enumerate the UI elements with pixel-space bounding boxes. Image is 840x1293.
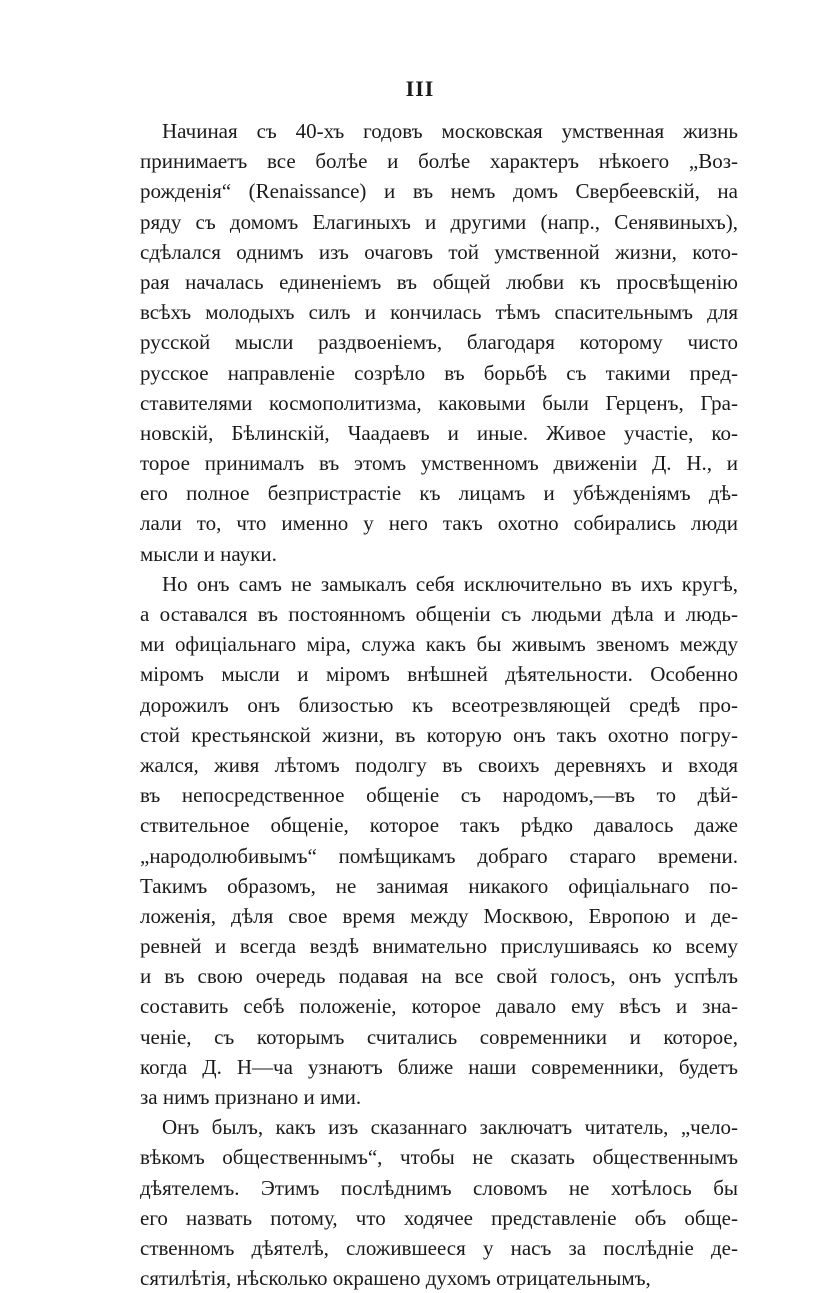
paragraph-2-line: „народолюбивымъ“ помѣщикамъ добраго стараго времени. (140, 843, 738, 868)
paragraph-2-line: ложенія, дѣля свое время между Москвою, Европою и де- (140, 903, 738, 928)
paragraph-2-line: а оставался въ постоянномъ общеніи съ людьми дѣла и людь- (140, 602, 738, 626)
paragraph-1-line: новскій, Бѣлинскій, Чаадаевъ и иные. Живое участіе, ко- (140, 420, 738, 445)
paragraph-2-line: составить себѣ положеніе, которое давало ему вѣсъ и зна- (140, 994, 738, 1019)
paragraph-2-line: стой крестьянской жизни, въ которую онъ такъ охотно погру- (140, 722, 738, 747)
paragraph-2-line: дорожилъ онъ близостью къ всеотрезвляющей средѣ про- (140, 692, 738, 717)
paragraph-1-line: мысли и науки. (140, 541, 277, 566)
paragraph-2-line: Такимъ образомъ, не занимая никакого офиціальнаго по- (140, 873, 738, 898)
paragraph-1-line: ряду съ домомъ Елагиныхъ и другими (напр., Сенявиныхъ), (140, 209, 738, 234)
paragraph-1-line: ставителями космополитизма, каковыми были Герценъ, Гра- (140, 390, 738, 415)
paragraph-2-line: міромъ мысли и міромъ внѣшней дѣятельности. Особенно (140, 662, 738, 687)
paragraph-3-line: сятилѣтія, нѣсколько окрашено духомъ отрицательнымъ, (140, 1266, 651, 1291)
paragraph-2-line: когда Д. Н—ча узнаютъ ближе наши современники, будетъ (140, 1054, 738, 1079)
page-number: III (405, 76, 435, 101)
paragraph-1-line: лали то, что именно у него такъ охотно собирались люди (140, 511, 738, 536)
paragraph-2-line: и въ свою очередь подавая на все свой голосъ, онъ успѣлъ (140, 964, 738, 989)
paragraph-3-line: Онъ былъ, какъ изъ сказаннаго заключатъ читатель, „чело- (162, 1115, 738, 1140)
paragraph-2-line: ченіе, съ которымъ считались современники и которое, (140, 1024, 738, 1049)
paragraph-1-line: принимаетъ все болѣе и болѣе характеръ нѣкоего „Воз- (140, 149, 738, 174)
paragraph-1-line: рая началась единеніемъ въ общей любви къ просвѣщенію (140, 269, 738, 294)
paragraph-2-line: Но онъ самъ не замыкалъ себя исключительно въ ихъ кругѣ, (162, 571, 738, 596)
paragraph-1-line: торое принималъ въ этомъ умственномъ движеніи Д. Н., и (140, 451, 738, 476)
paragraph-1-line: всѣхъ молодыхъ силъ и кончилась тѣмъ спасительнымъ для (140, 300, 738, 325)
paragraph-3-line: дѣятелемъ. Этимъ послѣднимъ словомъ не хотѣлось бы (140, 1175, 738, 1200)
body-text (140, 116, 738, 1293)
paragraph-3-line: вѣкомъ общественнымъ“, чтобы не сказать общественнымъ (140, 1145, 738, 1170)
paragraph-1-line: русской мысли раздвоеніемъ, благодаря которому чисто (140, 330, 738, 355)
paragraph-1-line: его полное безпристрастіе къ лицамъ и убѣжденіямъ дѣ- (140, 481, 738, 506)
paragraph-3-line: ственномъ дѣятелѣ, сложившееся у насъ за послѣдніе де- (140, 1235, 738, 1260)
paragraph-2-line: ми офиціальнаго міра, служа какъ бы живымъ звеномъ между (140, 632, 738, 657)
paragraph-2-line: жался, живя лѣтомъ подолгу въ своихъ деревняхъ и входя (140, 752, 738, 777)
paragraph-1-line: Начиная съ 40-хъ годовъ московская умственная жизнь (162, 119, 738, 143)
paragraph-3-line: его назвать потому, что ходячее представленіе объ обще- (140, 1205, 738, 1230)
paragraph-1-line: русское направленіе созрѣло въ борьбѣ съ такими пред- (140, 360, 738, 385)
paragraph-1-line: сдѣлался однимъ изъ очаговъ той умственной жизни, кото- (140, 239, 738, 264)
paragraph-2-line: ревней и всегда вездѣ внимательно прислушиваясь ко всему (140, 934, 738, 959)
paragraph-2-line: за нимъ признано и ими. (140, 1085, 362, 1109)
paragraph-2-line: ствительное общеніе, которое такъ рѣдко давалось даже (140, 813, 738, 838)
paragraph-1-line: рожденія“ (Renaissance) и въ немъ домъ Свербеевскій, на (140, 179, 738, 204)
paragraph-2-line: въ непосредственное общеніе съ народомъ,—въ то дѣй- (140, 783, 738, 808)
